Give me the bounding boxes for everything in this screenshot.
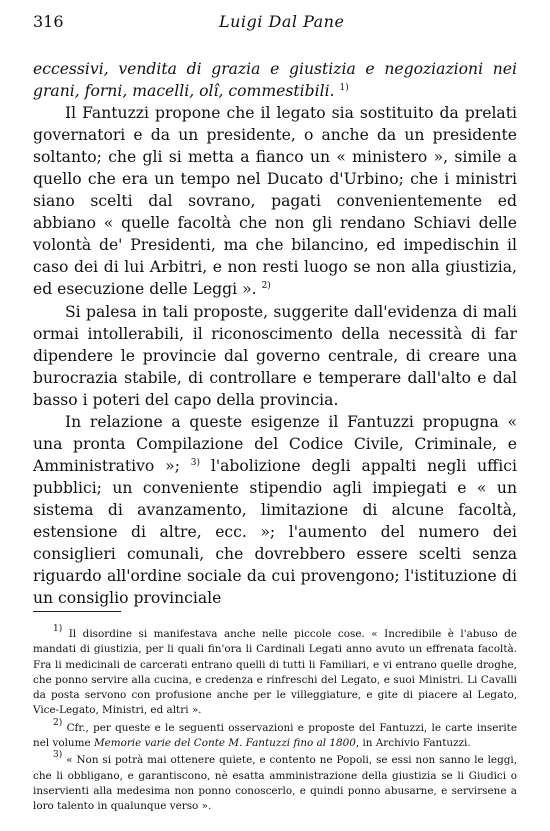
running-title: Luigi Dal Pane [219, 12, 345, 31]
paragraph-1-italic: eccessivi, vendita di grazia e giustizia e negoziazioni nei grani, forni, macelli, olî, commestibili. [33, 60, 517, 101]
paragraph-3 [33, 301, 517, 411]
footnote-2-text-b: , in Archivio Fantuzzi. [355, 737, 471, 750]
page-header [33, 12, 517, 34]
footnote-1-text: Il disordine si manifestava anche nelle piccole cose. « Incredibile è l'abuso de mandati di giustizia, per li quali fin'ora li Cardinali Legati anno avuto un effrenata facoltà. Fra li medicinali de carcerati entrano quelli di tutti li Familiari, e vi entrano quelle droghe, che ponno servire alla cucina, e credenza e rinfreschi del Legato, e suoi Ministri. Li Cavalli da posta servono con profusione anche per le villeggiature, e gite di piacere al Legato, Vice-Legato, Ministri, ed altri ». [33, 628, 517, 717]
note-ref-3: 3) [190, 457, 201, 468]
footnote-2 [33, 717, 517, 752]
footnote-1 [33, 624, 517, 719]
footnote-3-marker: 3) [53, 750, 63, 761]
footnote-3 [33, 750, 517, 814]
footnote-2-marker: 2) [53, 717, 63, 728]
footnote-3-text: « Non si potrà mai ottenere quiete, e contento ne Popoli, se essi non sanno le leggi, che li obbligano, e garantiscono, nè esatta amministrazione della giustizia se li Giudici o inservienti alla medesima non ponno conoscerlo, e quindi ponno abusarne, e servirsene a loro talento in qualunque verso ». [33, 754, 517, 813]
footnote-2-text-a: Cfr., per queste e le seguenti osservazioni e proposte del Fantuzzi, le carte inserite nel volume [33, 721, 517, 750]
paragraph-4-text-b: l'abolizione degli appalti negli uffici pubblici; un conveniente stipendio agli impiegati e « un sistema di avanzamento, limitazione di alcune facoltà, estensione di altre, ecc. »; l'aumento del numero dei consiglieri comunali, che dovrebbero essere scelti senza riguardo all'ordine sociale da cui provengono; l'istituzione di un consiglio provinciale [33, 456, 517, 608]
footnote-1-marker: 1) [53, 624, 63, 634]
footnote-divider [33, 611, 121, 612]
note-ref-2: 2) [261, 281, 271, 292]
footnote-2-title: Memorie varie del Conte M. Fantuzzi fino al 1800 [93, 737, 356, 750]
paragraph-4-text-a: In relazione a queste esigenze il Fantuzzi propugna « una pronta Compilazione del Codice Civile, Criminale, e Amministrativo »; [33, 412, 517, 475]
main-text [33, 58, 517, 609]
paragraph-2 [33, 102, 517, 300]
footnotes [33, 624, 517, 817]
paragraph-3-text: Si palesa in tali proposte, suggerite dall'evidenza di mali ormai intollerabili, il riconoscimento della necessità di far dipendere le provincie dal governo centrale, di creare una burocrazia stabile, di controllare e temperare dall'alto e dal basso i poteri del capo della provincia. [33, 302, 517, 409]
paragraph-1 [33, 58, 517, 102]
note-ref-1: 1) [339, 83, 349, 94]
paragraph-4 [33, 411, 517, 609]
paragraph-2-text: Il Fantuzzi propone che il legato sia sostituito da prelati governatori e da un presidente, o anche da un presidente soltanto; che gli si metta a fianco un « ministero », simile a quello che era un tempo nel Ducato d'Urbino; che i ministri siano scelti dal sovrano, pagati convenientemente ed abbiano « quelle facoltà che non gli rendano Schiavi delle volontà de' Presidenti, ma che bilancino, ed impedischin il caso dei di lui Arbitri, e non resti luogo se non alla giustizia, ed esecuzione delle Leggi ». [33, 104, 517, 299]
page-number: 316 [33, 12, 64, 31]
